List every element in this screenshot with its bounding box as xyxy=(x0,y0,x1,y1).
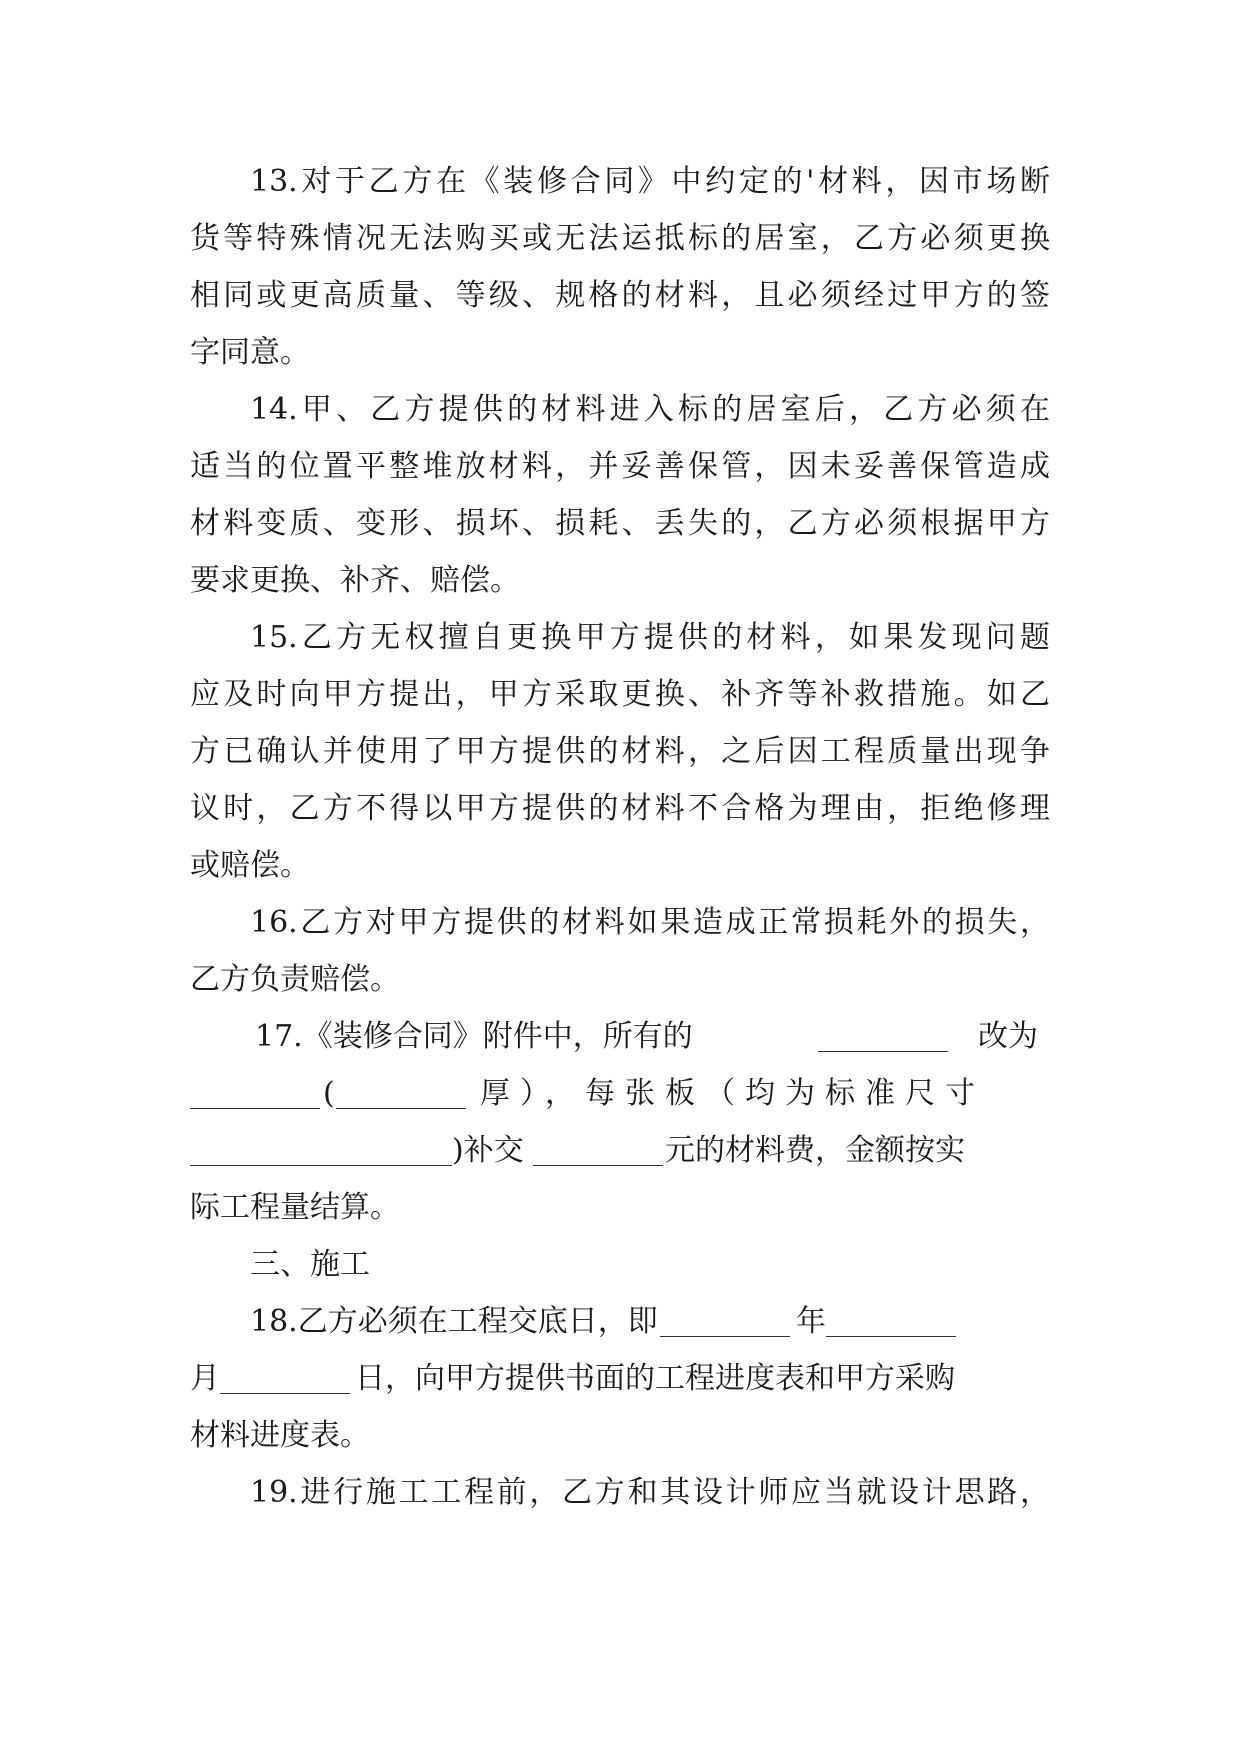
fill-blank[interactable] xyxy=(190,1135,452,1166)
text-line xyxy=(190,1129,1050,1173)
fill-blank-day[interactable] xyxy=(220,1363,350,1394)
text-line: 15.乙方无权擅自更换甲方提供的材料，如果发现问题 xyxy=(250,620,1050,655)
text-line: 或赔偿。 xyxy=(190,848,310,883)
text-line: 13.对于乙方在《装修合同》中约定的'材料，因市场断 xyxy=(250,164,1050,199)
text-line: 适当的位置平整堆放材料，并妥善保管，因未妥善保管造成 xyxy=(190,449,1050,484)
fill-blank[interactable] xyxy=(533,1135,663,1166)
text-line: 19.进行施工工程前，乙方和其设计师应当就设计思路， xyxy=(250,1475,1050,1510)
text-line: 字同意。 xyxy=(190,335,310,370)
text-line: 议时，乙方不得以甲方提供的材料不合格为理由，拒绝修理 xyxy=(190,791,1050,826)
clause-text: 18.乙方必须在工程交底日，即 xyxy=(250,1304,658,1339)
text-line: 方已确认并使用了甲方提供的材料，之后因工程质量出现争 xyxy=(190,734,1050,769)
text-line: 要求更换、补齐、赔偿。 xyxy=(190,563,520,598)
clause-text: 月 xyxy=(190,1361,220,1396)
text-line: 16.乙方对甲方提供的材料如果造成正常损耗外的损失， xyxy=(250,905,1050,940)
text-line: 货等特殊情况无法购买或无法运抵标的居室，乙方必须更换 xyxy=(190,221,1050,256)
text-line xyxy=(190,1357,1050,1401)
text-line: 14.甲、乙方提供的材料进入标的居室后，乙方必须在 xyxy=(250,392,1050,427)
clause-text: 元的材料费，金额按实 xyxy=(665,1133,965,1168)
fill-blank[interactable] xyxy=(190,1078,320,1109)
text-line: 材料进度表。 xyxy=(190,1418,370,1453)
text-line xyxy=(190,1300,1050,1344)
section-heading: 三、施工 xyxy=(250,1247,370,1282)
clause-text: 年 xyxy=(796,1304,826,1339)
text-line: 应及时向甲方提出，甲方采取更换、补齐等补救措施。如乙 xyxy=(190,677,1050,712)
text-line xyxy=(190,1015,1050,1059)
clause-text: ( xyxy=(323,1076,335,1111)
text-line: 际工程量结算。 xyxy=(190,1190,400,1225)
fill-blank[interactable] xyxy=(818,1021,948,1052)
clause-text: )补交 xyxy=(452,1133,524,1168)
fill-blank-month[interactable] xyxy=(826,1306,956,1337)
text-line: 乙方负责赔偿。 xyxy=(190,962,400,997)
text-line: 相同或更高质量、等级、规格的材料，且必须经过甲方的签 xyxy=(190,278,1050,313)
text-line xyxy=(190,1072,1050,1116)
fill-blank[interactable] xyxy=(336,1078,466,1109)
clause-text: 日，向甲方提供书面的工程进度表和甲方采购 xyxy=(355,1361,955,1396)
text-line: 材料变质、变形、损坏、损耗、丢失的，乙方必须根据甲方 xyxy=(190,506,1050,541)
clause-text: 改为 xyxy=(978,1019,1038,1054)
fill-blank-year[interactable] xyxy=(660,1306,790,1337)
clause-text: 17.《装修合同》附件中，所有的 xyxy=(255,1019,693,1054)
clause-text: 厚），每张板（均为标准尺寸 xyxy=(480,1076,985,1111)
